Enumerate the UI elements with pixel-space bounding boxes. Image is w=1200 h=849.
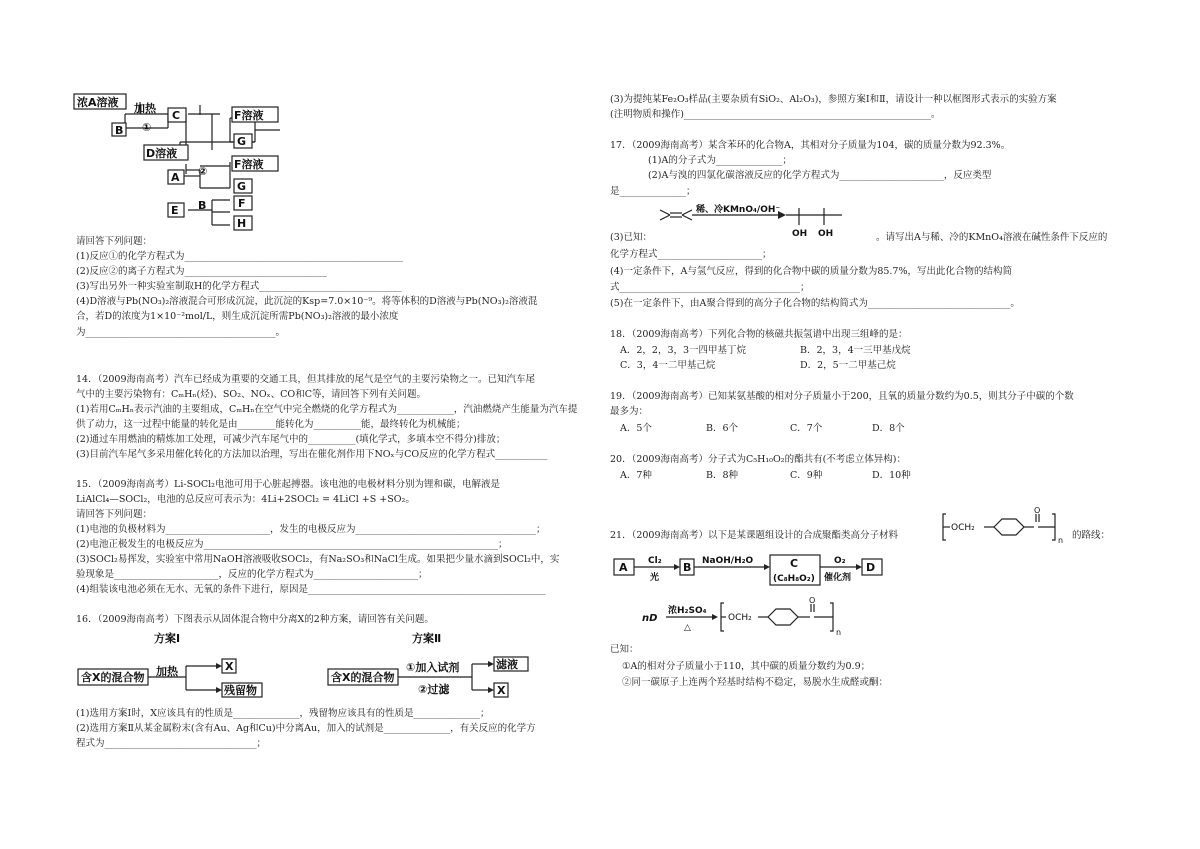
label-f-solution-2: F溶液	[234, 158, 264, 171]
label-box-a: A	[619, 561, 628, 574]
q17-part3: (3)已知：	[610, 232, 652, 243]
label-heat: 加热	[134, 102, 156, 115]
label-e: E	[171, 204, 179, 217]
q19-stem: 19．（2009海南高考）已知某氨基酸的相对分子质量小于200，且氧的质量分数约为0.5，则其分子中碳的个数	[610, 391, 1074, 402]
label-filtrate: 滤液	[496, 658, 518, 671]
label-conc-a: 浓A溶液	[77, 96, 119, 109]
q18-stem: 18．（2009海南高考）下列化合物的核磁共振氢谱中出现三组峰的是：	[610, 329, 908, 340]
label-nd: nD	[642, 613, 658, 624]
scheme2-title: 方案Ⅱ	[412, 632, 442, 645]
label-cl2: Cl₂	[648, 556, 662, 566]
label-delta: △	[684, 623, 691, 633]
q21-known: 已知：	[610, 644, 639, 655]
label-n-1: n	[1058, 536, 1064, 545]
q19-option-b: B．6个	[706, 423, 739, 434]
label-residue: 残留物	[224, 684, 257, 697]
q17-part4-cont: 式______________________________________；	[610, 282, 810, 293]
q21-stem-cont: 的路线：	[1072, 530, 1111, 541]
q13-part1: (1)反应①的化学方程式为______________________________________________	[76, 251, 403, 262]
q21-stem: 21．（2009海南高考）以下是某课题组设计的合成聚酯类高分子材料	[610, 530, 899, 541]
label-a: A	[171, 171, 180, 184]
q18-option-b: B．2，3，4一三甲基戊烷	[800, 345, 911, 356]
q15-stem: 15．（2009海南高考）Li-SOCl₂电池可用于心脏起搏器。该电池的电极材料分别为锂和碳，电解液是	[76, 479, 500, 490]
q20-option-b: B．8种	[706, 470, 739, 481]
label-och2-2: OCH₂	[728, 613, 752, 623]
label-f: F	[238, 197, 246, 210]
label-x-1: X	[225, 660, 234, 673]
q21-known-1: ①A的相对分子质量小于110，其中碳的质量分数约为0.9；	[622, 661, 871, 672]
label-f-solution: F溶液	[234, 109, 264, 122]
q15-part2: (2)电池正极发生的电极反应为______________________________________________________________；	[76, 539, 508, 550]
q14-part2: (2)通过车用燃油的精炼加工处理，可减少汽车尾气中的__________(填化学式，多填本空不得分)排放；	[76, 434, 506, 445]
label-filter: ②过滤	[418, 683, 450, 696]
q15-part1: (1)电池的负极材料为______________________，发生的电极反应为______________________________________；	[76, 524, 546, 535]
q13-part4-cont: 合，若D的浓度为1×10⁻²mol/L，则生成沉淀所需Pb(NO₃)₂溶液的最小浓度	[76, 311, 399, 322]
q17-stem: 17．（2009海南高考）某含苯环的化合物A，其相对分子质量为104，碳的质量分数为92.3%。	[610, 140, 1011, 151]
q19-stem-cont: 最多为：	[610, 406, 649, 417]
q13-part4-answer: 为________________________________________。	[76, 327, 286, 338]
q18-option-a: A．2，2，3，3一四甲基丁烷	[620, 345, 747, 356]
flowchart-reaction-scheme	[70, 90, 290, 235]
label-box-b: B	[683, 561, 692, 574]
q18-option-c: C．3，4一二甲基己烷	[620, 360, 716, 371]
scheme1-title: 方案Ⅰ	[154, 632, 181, 645]
q16-stem: 16．（2009海南高考）下图表示从固体混合物中分离X的2种方案，请回答有关问题。	[76, 614, 434, 625]
label-c: C	[172, 109, 181, 122]
label-add-reagent: ①加入试剂	[406, 661, 460, 674]
q15-intro: 请回答下列问题：	[76, 509, 153, 520]
q19-option-c: C．7个	[790, 423, 823, 434]
label-heat-scheme1: 加热	[156, 665, 178, 678]
label-g: G	[237, 135, 247, 148]
label-mixture-1: 含X的混合物	[81, 671, 145, 684]
label-kmno4-condition: 稀、冷KMnO₄/OH⁻	[696, 205, 781, 215]
q17-part2-cont: 是______________；	[610, 186, 696, 197]
q14-part1-cont: 供了动力，这一过程中能量的转化是由________能转化为__________能，最终转化为机械能；	[76, 419, 466, 430]
q15-part3-cont: 验现象是______________________，反应的化学方程式为______________________；	[76, 569, 428, 580]
q13-part4: (4)D溶液与Pb(NO₃)₂溶液混合可形成沉淀，此沉淀的Ksp=7.0×10⁻⁹。将等体积的D溶液与Pb(NO₃)₂溶液混	[76, 296, 538, 307]
q16-part1: (1)选用方案Ⅰ时，X应该具有的性质是______________，残留物应该具有的性质是______________；	[76, 708, 490, 719]
q17-part2: (2)A与溴的四氯化碳溶液反应的化学方程式为______________________，反应类型	[648, 170, 992, 181]
label-oh-2: OH	[818, 229, 834, 239]
label-och2: OCH₂	[951, 523, 975, 533]
label-c-formula: (C₈H₈O₂)	[773, 574, 815, 584]
label-oh-1: OH	[792, 229, 808, 239]
q20-option-c: C．9种	[790, 470, 823, 481]
label-step-2: ②	[198, 165, 208, 178]
q13-part2: (2)反应②的离子方程式为______________________________	[76, 266, 327, 277]
label-h2so4: 浓H₂SO₄	[668, 606, 707, 616]
label-d-solution: D溶液	[146, 147, 178, 160]
label-box-d: D	[866, 561, 876, 574]
label-step-1: ①	[142, 121, 152, 134]
label-b: B	[115, 124, 124, 137]
q19-option-a: A．5个	[620, 423, 652, 434]
label-carbonyl-o-2: O	[809, 596, 816, 605]
label-naoh: NaOH/H₂O	[702, 556, 754, 566]
q17-part5: (5)在一定条件下，由A聚合得到的高分子化合物的结构简式为______________________________。	[610, 298, 1020, 309]
q15-part3: (3)SOCl₂易挥发，实验室中常用NaOH溶液吸收SOCl₂，有Na₂SO₃和NaCl生成。如果把少量水滴到SOCl₂中，实	[76, 554, 560, 565]
q18-option-d: D．2，5一二甲基己烷	[800, 360, 896, 371]
q15-stem-cont: LiAlCl₄—SOCl₂，电池的总反应可表示为：4Li+2SOCl₂ = 4LiCl +S +SO₂。	[76, 494, 415, 505]
label-carbonyl-o: O	[1034, 506, 1041, 515]
q13-intro: 请回答下列问题：	[76, 236, 153, 247]
q19-option-d: D．8个	[872, 423, 905, 434]
q16-part2-cont: 程式为________________________________；	[76, 738, 267, 749]
q20-stem: 20．（2009海南高考）分子式为C₅H₁₀O₂的酯共有(不考虑立体异构)：	[610, 454, 907, 465]
label-box-c: C	[790, 557, 799, 570]
q17-part4: (4)一定条件下，A与氢气反应，得到的化合物中碳的质量分数为85.7%，写出此化合物的结构简	[610, 266, 1012, 277]
q15-part4: (4)组装该电池必须在无水、无氧的条件下进行，原因是__________________________________________________	[76, 584, 546, 595]
q14-part3: (3)目前汽车尾气多采用催化转化的方法加以治理，写出在催化剂作用下NOₓ与CO反应的化学方程式___________	[76, 449, 548, 460]
polyester-structure	[942, 508, 1067, 548]
q16-part3-cont: (注明物质和操作)____________________________________________________。	[610, 109, 941, 120]
label-light: 光	[650, 573, 660, 583]
label-b-2: B	[198, 199, 207, 212]
q17-part3-cont: 。请写出A与稀、冷的KMnO₄溶液在碱性条件下反应的	[876, 232, 1108, 243]
q16-part2: (2)选用方案Ⅱ从某金属粉末(含有Au、Ag和Cu)中分离Au，加入的试剂是______________，有关反应的化学方	[76, 723, 536, 734]
q16-part3: (3)为提纯某Fe₂O₃样品(主要杂质有SiO₂、Al₂O₃)，参照方案Ⅰ和Ⅱ，请设计一种以框图形式表示的实验方案	[610, 94, 1057, 105]
q14-stem: 14．（2009海南高考）汽车已经成为重要的交通工具，但其排放的尾气是空气的主要污染物之一。已知汽车尾	[76, 374, 536, 385]
label-mixture-2: 含X的混合物	[331, 671, 395, 684]
label-h: H	[237, 217, 247, 230]
q21-known-2: ②同一碳原子上连两个羟基时结构不稳定，易脱水生成醛或酮：	[622, 677, 889, 688]
label-g-2: G	[237, 180, 247, 193]
q17-part3-answer: 化学方程式______________________；	[610, 249, 772, 260]
separation-schemes-diagram	[76, 630, 536, 700]
label-catalyst: 催化剂	[824, 573, 852, 583]
q20-option-d: D．10种	[872, 470, 911, 481]
q14-part1: (1)若用CₘHₙ表示汽油的主要组成，CₘHₙ在空气中完全燃烧的化学方程式为____________，汽油燃烧产生能量为汽车提	[76, 404, 578, 415]
q14-stem-cont: 气中的主要污染物有：CₘHₙ(烃)、SO₂、NOₓ、CO和C等，请回答下列有关问题。	[76, 389, 426, 400]
q20-option-a: A．7种	[620, 470, 652, 481]
dihydroxylation-reaction-scheme	[652, 200, 852, 245]
q17-part1: (1)A的分子式为______________；	[648, 155, 792, 166]
label-x-2: X	[497, 684, 506, 697]
synthesis-route-diagram	[612, 553, 902, 643]
label-n-2: n	[836, 628, 842, 637]
q13-part3: (3)写出另外一种实验室制取H的化学方程式______________________________	[76, 281, 402, 292]
label-o2: O₂	[834, 556, 846, 566]
